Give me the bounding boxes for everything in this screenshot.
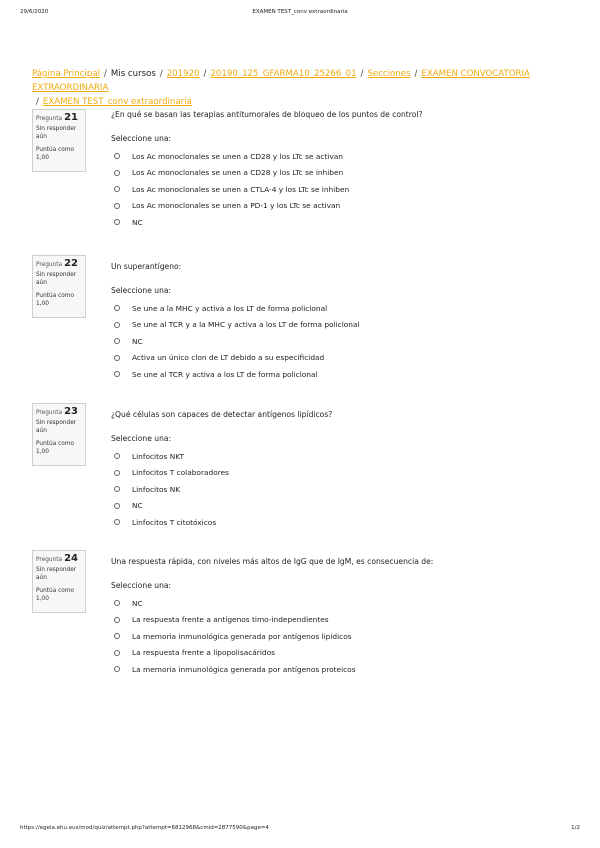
answer-option[interactable] bbox=[111, 317, 571, 334]
answer-option[interactable] bbox=[111, 165, 571, 182]
answer-label: NC bbox=[132, 598, 143, 608]
answer-option[interactable] bbox=[111, 181, 571, 198]
radio-button[interactable] bbox=[114, 666, 120, 672]
answer-label: NC bbox=[132, 501, 143, 511]
answer-label: Activa un único clon de LT debido a su especificidad bbox=[132, 353, 325, 363]
radio-button[interactable] bbox=[114, 633, 120, 639]
print-footer bbox=[20, 825, 580, 835]
answer-option[interactable] bbox=[111, 148, 571, 165]
radio-button[interactable] bbox=[114, 470, 120, 476]
breadcrumb bbox=[32, 67, 572, 109]
radio-button[interactable] bbox=[114, 519, 120, 525]
question-text: Una respuesta rápida, con niveles más altos de IgG que de IgM, es consecuencia de: bbox=[111, 557, 434, 566]
answer-label: Los Ac monoclonales se unen a CD28 y los LTc se activan bbox=[132, 151, 343, 161]
answer-label: Linfocitos NK bbox=[132, 484, 181, 494]
question-content bbox=[111, 255, 571, 383]
answer-label: NC bbox=[132, 336, 143, 346]
answer-option[interactable] bbox=[111, 214, 571, 231]
radio-button[interactable] bbox=[114, 203, 120, 209]
radio-button[interactable] bbox=[114, 600, 120, 606]
select-prompt: Seleccione una: bbox=[111, 581, 172, 590]
question-state: Sin responder aún bbox=[36, 272, 77, 286]
answer-option[interactable] bbox=[111, 350, 571, 367]
breadcrumb-separator: / bbox=[103, 69, 107, 79]
question-label: Pregunta bbox=[36, 262, 63, 268]
answer-label: Se une al TCR y activa a los LT de forma policlonal bbox=[132, 369, 318, 379]
question-state: Sin responder aún bbox=[36, 126, 77, 140]
answer-list bbox=[111, 148, 571, 231]
print-title: EXAMEN TEST_conv extraordinaria bbox=[252, 9, 348, 15]
answer-label: NC bbox=[132, 217, 143, 227]
radio-button[interactable] bbox=[114, 355, 120, 361]
answer-option[interactable] bbox=[111, 198, 571, 215]
question-text: ¿En qué se basan las terapias antitumorales de bloqueo de los puntos de control? bbox=[111, 110, 423, 119]
breadcrumb-separator: / bbox=[36, 97, 39, 107]
page-number: 1/2 bbox=[571, 825, 580, 831]
answer-option[interactable] bbox=[111, 612, 571, 629]
radio-button[interactable] bbox=[114, 503, 120, 509]
answer-label: Los Ac monoclonales se unen a CD28 y los LTc se inhiben bbox=[132, 168, 344, 178]
breadcrumb-my-courses: Mis cursos bbox=[110, 69, 156, 79]
question-info-box bbox=[32, 255, 86, 318]
question-number: 22 bbox=[64, 258, 78, 269]
question-state: Sin responder aún bbox=[36, 567, 77, 581]
answer-option[interactable] bbox=[111, 465, 571, 482]
radio-button[interactable] bbox=[114, 453, 120, 459]
question-label: Pregunta bbox=[36, 410, 63, 416]
question-state: Sin responder aún bbox=[36, 420, 77, 434]
breadcrumb-course-link[interactable]: 20190_125_GFARMA10_25266_01 bbox=[210, 69, 357, 79]
radio-button[interactable] bbox=[114, 617, 120, 623]
breadcrumb-separator: / bbox=[203, 69, 207, 79]
answer-label: Linfocitos T citotóxicos bbox=[132, 517, 217, 527]
question-text: Un superantígeno: bbox=[111, 262, 182, 271]
breadcrumb-exam-link[interactable]: EXAMEN TEST_conv extraordinaria bbox=[42, 97, 192, 107]
breadcrumb-separator: / bbox=[159, 69, 163, 79]
radio-button[interactable] bbox=[114, 305, 120, 311]
question-number: 21 bbox=[64, 112, 78, 123]
question-info-box bbox=[32, 403, 86, 466]
radio-button[interactable] bbox=[114, 153, 120, 159]
question-number: 23 bbox=[64, 406, 78, 417]
select-prompt: Seleccione una: bbox=[111, 286, 172, 295]
answer-label: Se une al TCR y a la MHC y activa a los LT de forma policlonal bbox=[132, 320, 360, 330]
answer-option[interactable] bbox=[111, 595, 571, 612]
radio-button[interactable] bbox=[114, 186, 120, 192]
answer-label: Linfocitos NKT bbox=[132, 451, 185, 461]
question-info-box bbox=[32, 550, 86, 613]
question-grade: Puntúa como 1,00 bbox=[36, 147, 75, 161]
answer-label: Los Ac monoclonales se unen a CTLA-4 y los LTc se inhiben bbox=[132, 184, 350, 194]
answer-option[interactable] bbox=[111, 481, 571, 498]
question-info-box bbox=[32, 109, 86, 172]
radio-button[interactable] bbox=[114, 170, 120, 176]
answer-option[interactable] bbox=[111, 333, 571, 350]
print-header bbox=[20, 9, 580, 19]
question-content bbox=[111, 109, 571, 231]
breadcrumb-year-link[interactable]: 201920 bbox=[166, 69, 200, 79]
question-content bbox=[111, 403, 571, 531]
answer-option[interactable] bbox=[111, 366, 571, 383]
answer-label: La respuesta frente a lipopolisacáridos bbox=[132, 648, 275, 658]
print-url: https://egela.ehu.eus/mod/quiz/attempt.php?attempt=6812968&cmid=2877590&page=4 bbox=[20, 825, 269, 831]
answer-option[interactable] bbox=[111, 661, 571, 678]
select-prompt: Seleccione una: bbox=[111, 134, 172, 143]
answer-label: La memoria inmunológica generada por antígenos proteicos bbox=[132, 664, 356, 674]
question-grade: Puntúa como 1,00 bbox=[36, 588, 75, 602]
answer-option[interactable] bbox=[111, 448, 571, 465]
question-label: Pregunta bbox=[36, 116, 63, 122]
answer-list bbox=[111, 595, 571, 678]
question-label: Pregunta bbox=[36, 557, 63, 563]
breadcrumb-home-link[interactable]: Página Principal bbox=[32, 69, 100, 79]
radio-button[interactable] bbox=[114, 650, 120, 656]
select-prompt: Seleccione una: bbox=[111, 434, 172, 443]
question-content bbox=[111, 550, 571, 678]
question-number: 24 bbox=[64, 553, 78, 564]
question-text: ¿Qué células son capaces de detectar antígenos lipídicos? bbox=[111, 410, 333, 419]
answer-label: Linfocitos T colaboradores bbox=[132, 468, 230, 478]
question-grade: Puntúa como 1,00 bbox=[36, 441, 75, 455]
answer-label: Los Ac monoclonales se unen a PD-1 y los LTc se activan bbox=[132, 201, 341, 211]
radio-button[interactable] bbox=[114, 338, 120, 344]
question-grade: Puntúa como 1,00 bbox=[36, 293, 75, 307]
radio-button[interactable] bbox=[114, 371, 120, 377]
breadcrumb-separator: / bbox=[414, 69, 418, 79]
answer-option[interactable] bbox=[111, 514, 571, 531]
answer-label: La respuesta frente a antígenos timo-independientes bbox=[132, 615, 329, 625]
print-date: 29/6/2020 bbox=[20, 9, 49, 15]
radio-button[interactable] bbox=[114, 322, 120, 328]
answer-option[interactable] bbox=[111, 498, 571, 515]
breadcrumb-convocatoria-link[interactable]: EXAMEN CONVOCATORIA EXTRAORDINARIA bbox=[32, 69, 530, 93]
breadcrumb-sections-link[interactable]: Secciones bbox=[367, 69, 411, 79]
answer-label: Se une a la MHC y activa a los LT de forma policlonal bbox=[132, 303, 328, 313]
answer-option[interactable] bbox=[111, 628, 571, 645]
radio-button[interactable] bbox=[114, 219, 120, 225]
answer-label: La memoria inmunológica generada por antígenos lipídicos bbox=[132, 631, 352, 641]
radio-button[interactable] bbox=[114, 486, 120, 492]
answer-list bbox=[111, 448, 571, 531]
answer-option[interactable] bbox=[111, 300, 571, 317]
answer-option[interactable] bbox=[111, 645, 571, 662]
answer-list bbox=[111, 300, 571, 383]
breadcrumb-separator: / bbox=[360, 69, 364, 79]
